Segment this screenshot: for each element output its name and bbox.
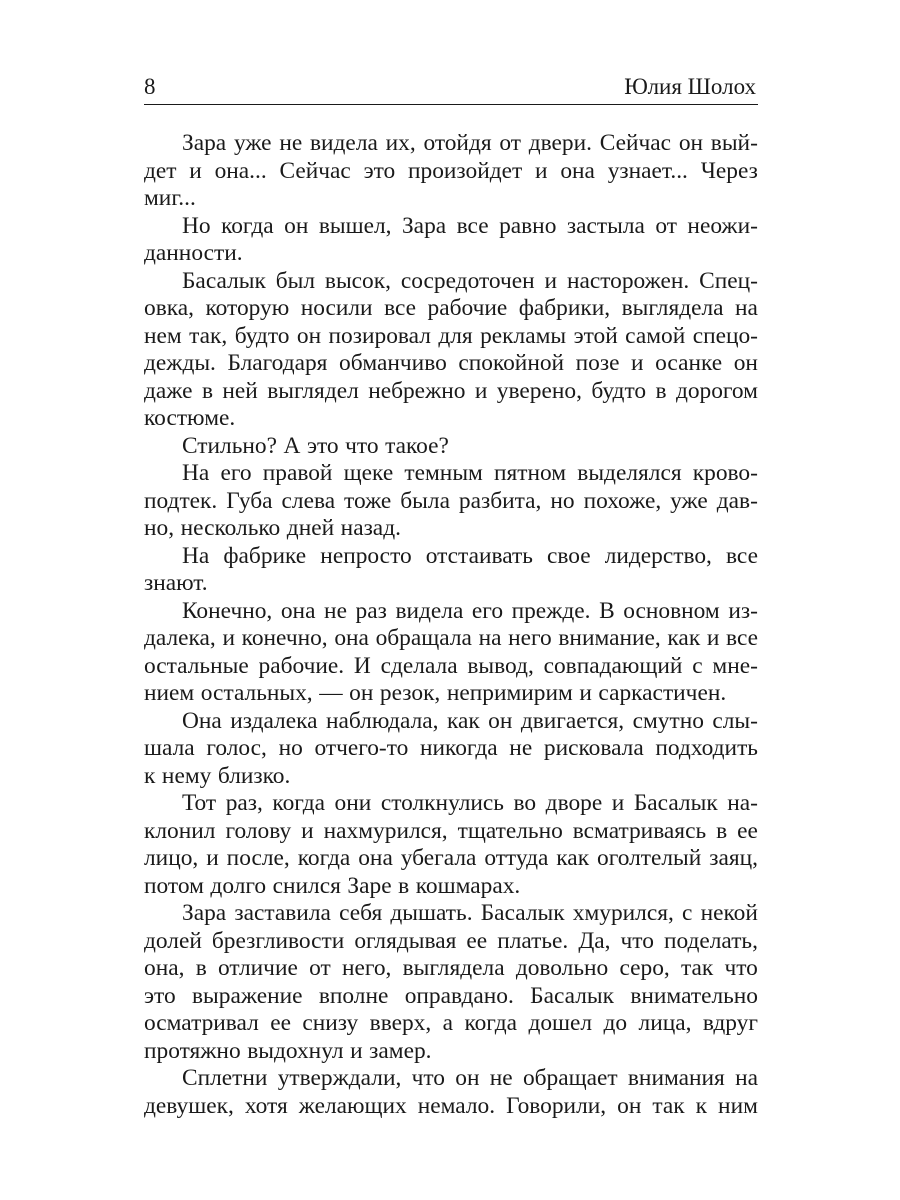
text-line: подтек. Губа слева тоже была разбита, но похоже, уже дав- bbox=[144, 487, 758, 514]
text-line: даже в ней выглядел небрежно и уверено, будто в дорогом bbox=[144, 377, 758, 404]
text-line: Тот раз, когда они столкнулись во дворе и Басалык на- bbox=[182, 790, 758, 816]
text-line: Зара уже не видела их, отойдя от двери. Сейчас он вый- bbox=[182, 130, 758, 156]
text-line: дежды. Благодаря обманчиво спокойной позе и осанке он bbox=[144, 350, 758, 376]
text-line: к нему близко. bbox=[144, 762, 291, 789]
text-line: Зара заставила себя дышать. Басалык хмурился, с некой bbox=[182, 900, 758, 926]
text-line: Сплетни утверждали, что он не обращает внимания на bbox=[182, 1065, 758, 1091]
text-line: остальные рабочие. И сделала вывод, совпадающий с мне- bbox=[144, 652, 758, 679]
text-line: миг... bbox=[144, 185, 196, 211]
text-line: она, в отличие от него, выглядела довольно серо, так что bbox=[144, 955, 758, 981]
text-line: долей брезгливости оглядывая ее платье. Да, что поделать, bbox=[144, 927, 758, 954]
text-line: Басалык был высок, сосредоточен и насторожен. Спец- bbox=[182, 267, 758, 294]
text-line: лицо, и после, когда она убегала оттуда как оголтелый заяц, bbox=[144, 845, 758, 871]
text-line: Но когда он вышел, Зара все равно застыла от неожи- bbox=[182, 212, 758, 239]
running-head: Юлия Шолох bbox=[624, 74, 756, 99]
page-body-text bbox=[144, 130, 758, 1120]
text-line: но, несколько дней назад. bbox=[144, 515, 401, 541]
text-line: это выражение вполне оправдано. Басалык внимательно bbox=[144, 982, 758, 1009]
text-line: нем так, будто он позировал для рекламы этой самой спецо- bbox=[144, 322, 758, 349]
text-line: потом долго снился Заре в кошмарах. bbox=[144, 872, 521, 899]
text-line: клонил голову и нахмурился, тщательно всматриваясь в ее bbox=[144, 817, 758, 844]
text-line: знают. bbox=[144, 570, 208, 596]
text-line: нием остальных, — он резок, непримирим и саркастичен. bbox=[144, 680, 727, 706]
text-line: девушек, хотя желающих немало. Говорили, он так к ним bbox=[144, 1092, 758, 1119]
text-line: осматривал ее снизу вверх, а когда дошел до лица, вдруг bbox=[144, 1010, 758, 1036]
text-line: дет и она... Сейчас это произойдет и она узнает... Через bbox=[144, 157, 758, 184]
page-number: 8 bbox=[144, 74, 156, 99]
text-line: далека, и конечно, она обращала на него внимание, как и все bbox=[144, 625, 758, 651]
text-line: На его правой щеке темным пятном выделялся крово- bbox=[182, 460, 758, 486]
text-line: протяжно выдохнул и замер. bbox=[144, 1037, 432, 1064]
text-line: данности. bbox=[144, 240, 243, 266]
text-line: Стильно? А это что такое? bbox=[182, 432, 449, 459]
text-line: костюме. bbox=[144, 405, 236, 431]
text-line: Конечно, она не раз видела его прежде. В основном из- bbox=[182, 597, 758, 624]
text-line: Она издалека наблюдала, как он двигается, смутно слы- bbox=[182, 707, 758, 734]
page-header bbox=[144, 70, 758, 105]
text-line: овка, которую носили все рабочие фабрики, выглядела на bbox=[144, 295, 758, 321]
text-line: шала голос, но отчего-то никогда не рисковала подходить bbox=[144, 735, 758, 761]
text-line: На фабрике непросто отстаивать свое лидерство, все bbox=[182, 542, 758, 569]
